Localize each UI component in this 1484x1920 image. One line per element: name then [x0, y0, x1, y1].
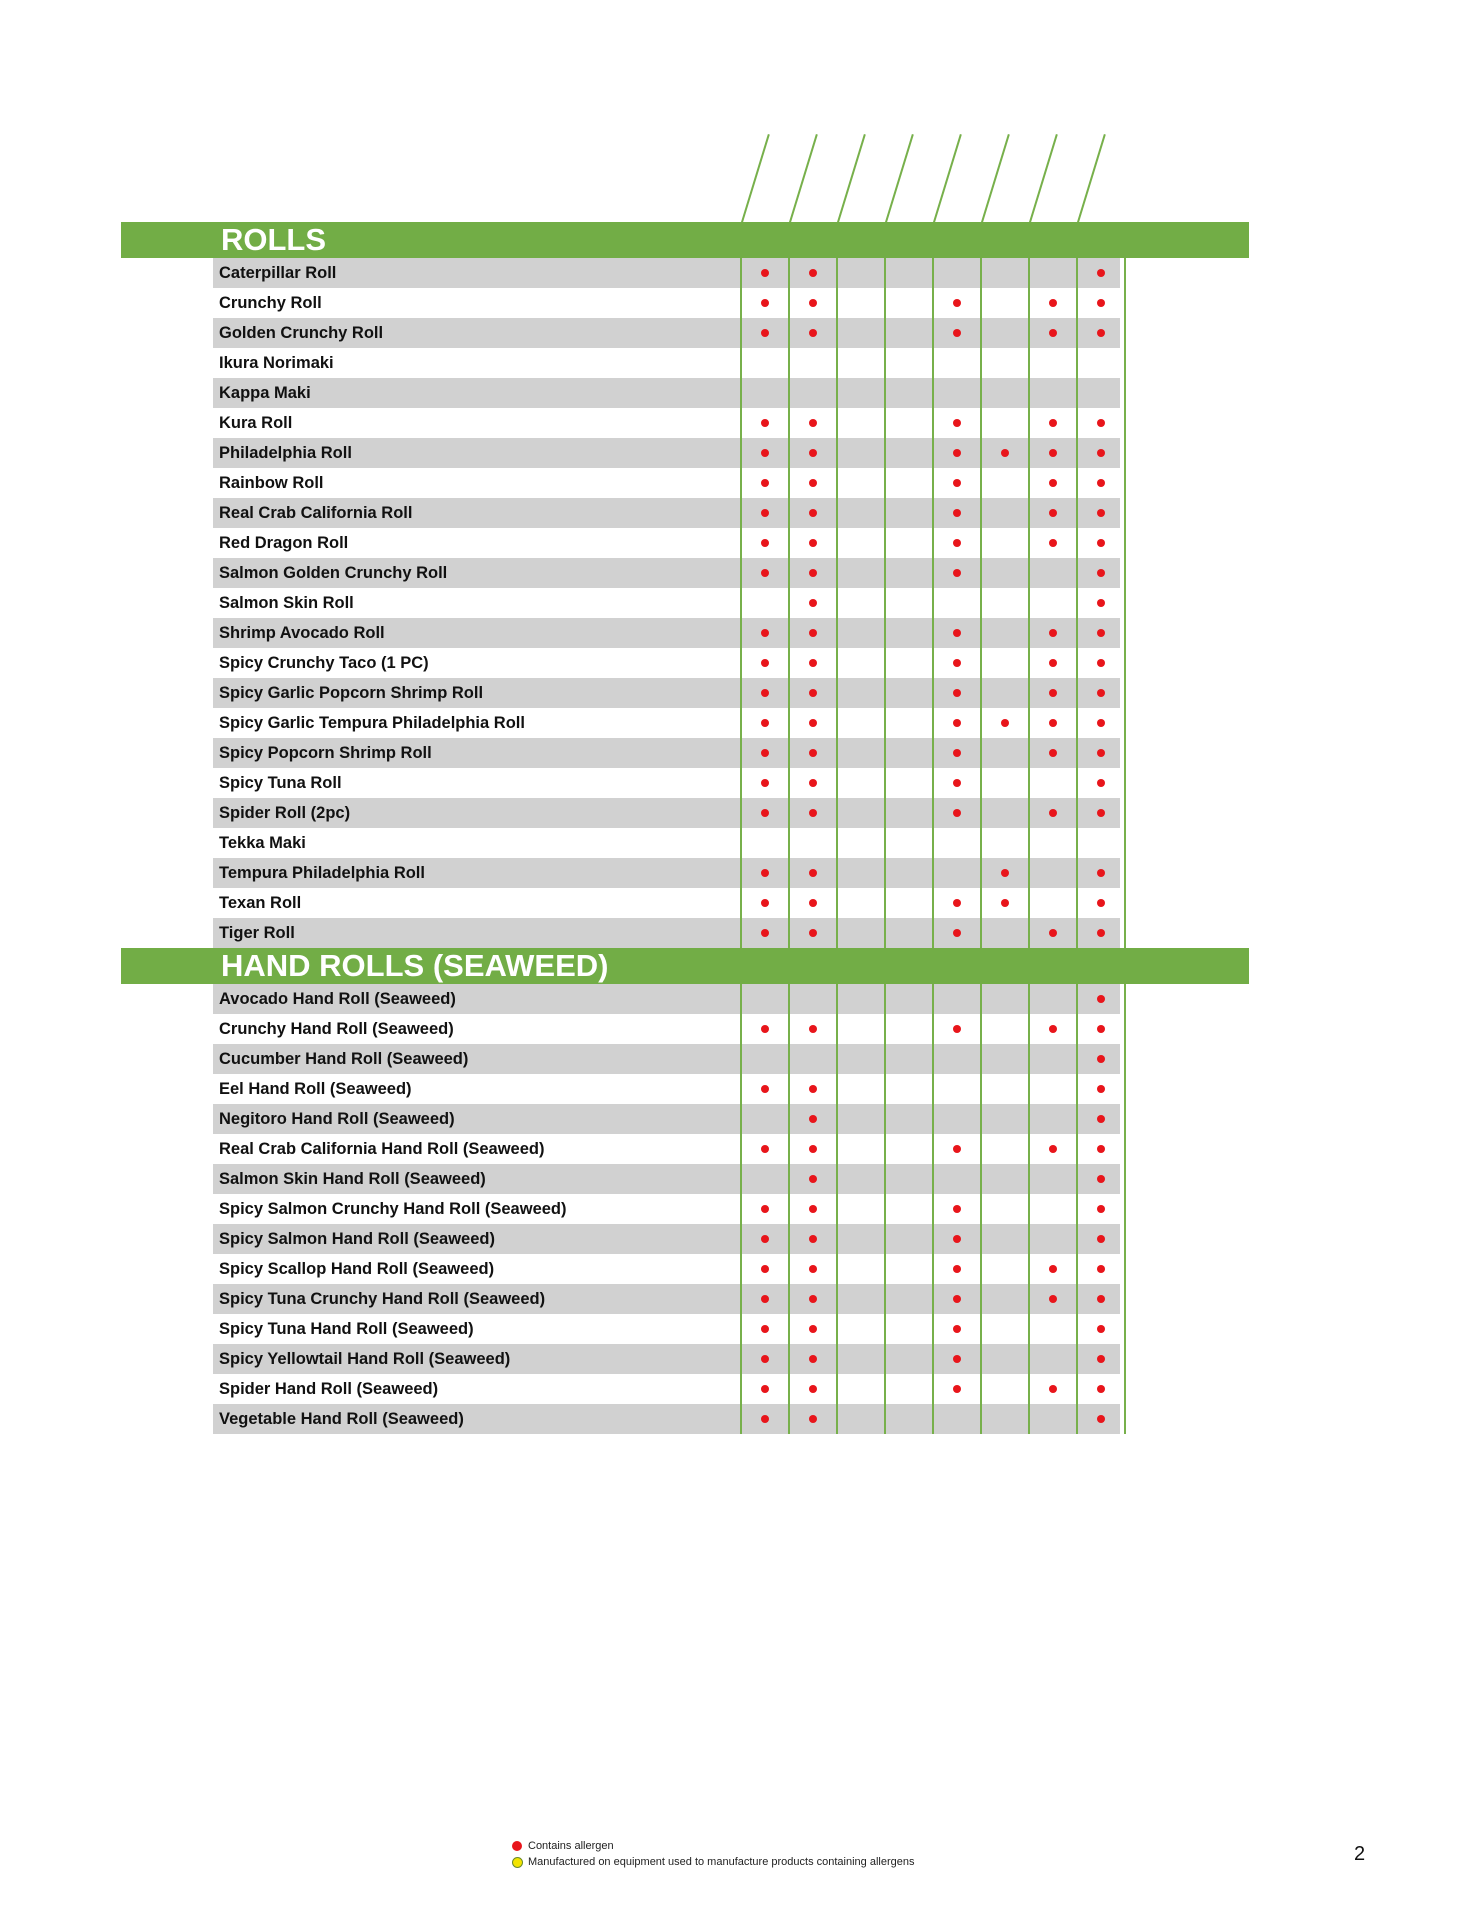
contains-allergen-dot: [1001, 869, 1009, 877]
column-divider-line: [980, 258, 982, 948]
contains-allergen-dot: [1049, 809, 1057, 817]
contains-allergen-dot: [809, 1415, 817, 1423]
menu-item-name: Spicy Garlic Tempura Philadelphia Roll: [219, 714, 525, 732]
contains-allergen-dot: [1049, 749, 1057, 757]
menu-item-name: Kura Roll: [219, 414, 293, 432]
contains-allergen-dot: [761, 1205, 769, 1213]
contains-allergen-dot: [1097, 749, 1105, 757]
column-divider-line: [740, 258, 742, 948]
contains-allergen-dot: [809, 1325, 817, 1333]
menu-item-name: Texan Roll: [219, 894, 302, 912]
contains-allergen-dot: [1097, 1235, 1105, 1243]
contains-allergen-dot: [1097, 419, 1105, 427]
contains-allergen-dot: [809, 599, 817, 607]
contains-allergen-dot: [809, 269, 817, 277]
contains-allergen-dot: [953, 1295, 961, 1303]
menu-item-name: Tiger Roll: [219, 924, 295, 942]
contains-allergen-dot: [1049, 1265, 1057, 1273]
column-divider-line: [788, 258, 790, 948]
contains-allergen-dot: [809, 329, 817, 337]
contains-allergen-dot: [1049, 929, 1057, 937]
menu-item-name: Vegetable Hand Roll (Seaweed): [219, 1410, 464, 1428]
contains-allergen-dot: [761, 569, 769, 577]
contains-allergen-dot: [1097, 1295, 1105, 1303]
column-divider-line: [932, 258, 934, 948]
menu-item-name: Spicy Crunchy Taco (1 PC): [219, 654, 429, 672]
table-row: [213, 318, 1120, 348]
section-header-bar: [121, 948, 1249, 984]
allergen-column-header: [0, 0, 1484, 222]
contains-allergen-dot: [809, 809, 817, 817]
contains-allergen-dot: [1049, 719, 1057, 727]
contains-allergen-dot: [809, 509, 817, 517]
table-row: [213, 288, 1120, 318]
column-divider-line: [1076, 984, 1078, 1434]
contains-allergen-dot: [1097, 929, 1105, 937]
contains-allergen-dot: [761, 1295, 769, 1303]
menu-item-name: Crunchy Roll: [219, 294, 322, 312]
contains-allergen-dot: [761, 929, 769, 937]
contains-allergen-dot: [953, 779, 961, 787]
contains-allergen-dot: [953, 1355, 961, 1363]
menu-item-name: Salmon Skin Hand Roll (Seaweed): [219, 1170, 486, 1188]
contains-allergen-dot: [1097, 599, 1105, 607]
contains-allergen-dot: [1049, 659, 1057, 667]
contains-allergen-dot: [809, 899, 817, 907]
table-row: [213, 528, 1120, 558]
menu-item-name: Spider Roll (2pc): [219, 804, 351, 822]
contains-allergen-dot: [761, 1025, 769, 1033]
contains-allergen-dot: [953, 1145, 961, 1153]
contains-allergen-dot: [1049, 449, 1057, 457]
contains-allergen-dot: [1097, 1115, 1105, 1123]
contains-allergen-dot: [953, 479, 961, 487]
contains-allergen-dot: [953, 899, 961, 907]
legend-item-contains: [512, 1838, 914, 1854]
menu-item-name: Caterpillar Roll: [219, 264, 337, 282]
contains-allergen-dot: [809, 689, 817, 697]
menu-item-name: Spicy Yellowtail Hand Roll (Seaweed): [219, 1350, 511, 1368]
table-row: [213, 1194, 1120, 1224]
contains-allergen-dot: [761, 869, 769, 877]
red-dot-icon: [512, 1841, 522, 1851]
contains-allergen-dot: [1097, 809, 1105, 817]
column-divider-line: [1028, 258, 1030, 948]
contains-allergen-dot: [1049, 539, 1057, 547]
contains-allergen-dot: [953, 1385, 961, 1393]
menu-item-name: Shrimp Avocado Roll: [219, 624, 385, 642]
contains-allergen-dot: [809, 1025, 817, 1033]
legend-equipment-label: Manufactured on equipment used to manufacture products containing allergens: [528, 1856, 915, 1868]
table-row: [213, 1344, 1120, 1374]
contains-allergen-dot: [1097, 1085, 1105, 1093]
column-divider-diagonal: [837, 134, 866, 223]
contains-allergen-dot: [1097, 449, 1105, 457]
contains-allergen-dot: [953, 299, 961, 307]
contains-allergen-dot: [1097, 269, 1105, 277]
menu-item-name: Red Dragon Roll: [219, 534, 349, 552]
contains-allergen-dot: [761, 1385, 769, 1393]
contains-allergen-dot: [1049, 509, 1057, 517]
column-divider-line: [836, 258, 838, 948]
menu-item-name: Tempura Philadelphia Roll: [219, 864, 425, 882]
contains-allergen-dot: [1097, 779, 1105, 787]
legend-contains-label: Contains allergen: [528, 1840, 614, 1852]
contains-allergen-dot: [761, 1265, 769, 1273]
contains-allergen-dot: [809, 479, 817, 487]
menu-item-name: Avocado Hand Roll (Seaweed): [219, 990, 456, 1008]
table-row: [213, 438, 1120, 468]
column-divider-diagonal: [1077, 134, 1106, 223]
menu-item-name: Ikura Norimaki: [219, 354, 334, 372]
contains-allergen-dot: [809, 749, 817, 757]
contains-allergen-dot: [953, 569, 961, 577]
table-row: [213, 468, 1120, 498]
column-divider-diagonal: [933, 134, 962, 223]
table-row: [213, 558, 1120, 588]
contains-allergen-dot: [1097, 869, 1105, 877]
contains-allergen-dot: [953, 1265, 961, 1273]
column-divider-diagonal: [981, 134, 1010, 223]
contains-allergen-dot: [809, 719, 817, 727]
contains-allergen-dot: [761, 449, 769, 457]
legend: [512, 1838, 914, 1870]
contains-allergen-dot: [761, 329, 769, 337]
contains-allergen-dot: [1097, 1145, 1105, 1153]
menu-item-name: Real Crab California Hand Roll (Seaweed): [219, 1140, 545, 1158]
section-title: ROLLS: [221, 222, 327, 257]
menu-item-name: Salmon Skin Roll: [219, 594, 354, 612]
contains-allergen-dot: [1097, 1025, 1105, 1033]
contains-allergen-dot: [761, 539, 769, 547]
table-row: [213, 618, 1120, 648]
contains-allergen-dot: [1097, 719, 1105, 727]
yellow-dot-icon: [512, 1857, 523, 1868]
contains-allergen-dot: [809, 1235, 817, 1243]
table-row: [213, 1254, 1120, 1284]
contains-allergen-dot: [953, 659, 961, 667]
table-row: [213, 1224, 1120, 1254]
contains-allergen-dot: [953, 1235, 961, 1243]
menu-item-name: Spicy Garlic Popcorn Shrimp Roll: [219, 684, 484, 702]
column-divider-line: [1124, 984, 1126, 1434]
menu-item-name: Negitoro Hand Roll (Seaweed): [219, 1110, 455, 1128]
table-row: [213, 1134, 1120, 1164]
contains-allergen-dot: [953, 509, 961, 517]
contains-allergen-dot: [809, 1115, 817, 1123]
contains-allergen-dot: [809, 1265, 817, 1273]
table-row: [213, 1014, 1120, 1044]
menu-item-name: Crunchy Hand Roll (Seaweed): [219, 1020, 454, 1038]
contains-allergen-dot: [761, 1235, 769, 1243]
menu-item-name: Spicy Tuna Hand Roll (Seaweed): [219, 1320, 474, 1338]
column-divider-line: [836, 984, 838, 1434]
table-row: [213, 1314, 1120, 1344]
contains-allergen-dot: [761, 779, 769, 787]
menu-item-name: Spicy Tuna Roll: [219, 774, 342, 792]
contains-allergen-dot: [953, 1205, 961, 1213]
menu-item-name: Kappa Maki: [219, 384, 311, 402]
contains-allergen-dot: [809, 1295, 817, 1303]
contains-allergen-dot: [1001, 719, 1009, 727]
column-divider-line: [1028, 984, 1030, 1434]
table-row: [213, 858, 1120, 888]
contains-allergen-dot: [1049, 629, 1057, 637]
contains-allergen-dot: [1049, 479, 1057, 487]
section-header-bar: [121, 222, 1249, 258]
table-row: [213, 1284, 1120, 1314]
contains-allergen-dot: [953, 1025, 961, 1033]
contains-allergen-dot: [761, 749, 769, 757]
contains-allergen-dot: [809, 299, 817, 307]
table-row: [213, 498, 1120, 528]
column-divider-line: [788, 984, 790, 1434]
contains-allergen-dot: [1097, 899, 1105, 907]
contains-allergen-dot: [1049, 1295, 1057, 1303]
contains-allergen-dot: [1049, 689, 1057, 697]
contains-allergen-dot: [809, 779, 817, 787]
contains-allergen-dot: [761, 419, 769, 427]
contains-allergen-dot: [761, 1325, 769, 1333]
column-divider-diagonal: [1029, 134, 1058, 223]
contains-allergen-dot: [809, 449, 817, 457]
contains-allergen-dot: [761, 689, 769, 697]
menu-item-name: Spicy Popcorn Shrimp Roll: [219, 744, 432, 762]
contains-allergen-dot: [761, 719, 769, 727]
contains-allergen-dot: [953, 539, 961, 547]
contains-allergen-dot: [761, 1085, 769, 1093]
table-row: [213, 888, 1120, 918]
contains-allergen-dot: [761, 809, 769, 817]
table-row: [213, 984, 1120, 1014]
contains-allergen-dot: [761, 1355, 769, 1363]
table-row: [213, 378, 1120, 408]
menu-item-name: Golden Crunchy Roll: [219, 324, 384, 342]
column-divider-line: [932, 984, 934, 1434]
contains-allergen-dot: [761, 269, 769, 277]
contains-allergen-dot: [809, 1145, 817, 1153]
contains-allergen-dot: [953, 929, 961, 937]
contains-allergen-dot: [761, 479, 769, 487]
column-divider-line: [1076, 258, 1078, 948]
contains-allergen-dot: [809, 419, 817, 427]
table-row: [213, 588, 1120, 618]
column-divider-diagonal: [885, 134, 914, 223]
menu-item-name: Eel Hand Roll (Seaweed): [219, 1080, 412, 1098]
contains-allergen-dot: [1097, 299, 1105, 307]
contains-allergen-dot: [1097, 1355, 1105, 1363]
contains-allergen-dot: [1097, 479, 1105, 487]
contains-allergen-dot: [761, 299, 769, 307]
table-row: [213, 768, 1120, 798]
contains-allergen-dot: [1097, 629, 1105, 637]
contains-allergen-dot: [1097, 1415, 1105, 1423]
table-row: [213, 1104, 1120, 1134]
table-row: [213, 1074, 1120, 1104]
contains-allergen-dot: [1049, 419, 1057, 427]
column-divider-diagonal: [789, 134, 818, 223]
contains-allergen-dot: [761, 1145, 769, 1153]
contains-allergen-dot: [809, 539, 817, 547]
column-divider-line: [884, 984, 886, 1434]
contains-allergen-dot: [953, 449, 961, 457]
contains-allergen-dot: [953, 749, 961, 757]
section-title: HAND ROLLS (SEAWEED): [221, 948, 609, 983]
column-divider-line: [1124, 258, 1126, 948]
menu-item-name: Tekka Maki: [219, 834, 306, 852]
contains-allergen-dot: [761, 509, 769, 517]
contains-allergen-dot: [1097, 1265, 1105, 1273]
menu-item-name: Real Crab California Roll: [219, 504, 413, 522]
contains-allergen-dot: [1097, 569, 1105, 577]
contains-allergen-dot: [1049, 329, 1057, 337]
contains-allergen-dot: [1049, 1385, 1057, 1393]
menu-item-name: Cucumber Hand Roll (Seaweed): [219, 1050, 469, 1068]
contains-allergen-dot: [1097, 659, 1105, 667]
contains-allergen-dot: [953, 1325, 961, 1333]
page-number: 2: [1354, 1843, 1366, 1865]
contains-allergen-dot: [809, 1385, 817, 1393]
column-divider-line: [740, 984, 742, 1434]
contains-allergen-dot: [809, 659, 817, 667]
table-row: [213, 1374, 1120, 1404]
table-row: [213, 708, 1120, 738]
contains-allergen-dot: [1097, 1385, 1105, 1393]
contains-allergen-dot: [809, 1175, 817, 1183]
contains-allergen-dot: [953, 629, 961, 637]
table-row: [213, 678, 1120, 708]
table-row: [213, 348, 1120, 378]
contains-allergen-dot: [809, 569, 817, 577]
contains-allergen-dot: [809, 1205, 817, 1213]
contains-allergen-dot: [809, 929, 817, 937]
menu-item-name: Rainbow Roll: [219, 474, 324, 492]
contains-allergen-dot: [1097, 689, 1105, 697]
table-row: [213, 1044, 1120, 1074]
contains-allergen-dot: [1049, 299, 1057, 307]
contains-allergen-dot: [761, 629, 769, 637]
menu-item-name: Spider Hand Roll (Seaweed): [219, 1380, 439, 1398]
contains-allergen-dot: [761, 1415, 769, 1423]
table-row: [213, 1404, 1120, 1434]
contains-allergen-dot: [1049, 1025, 1057, 1033]
contains-allergen-dot: [1001, 899, 1009, 907]
contains-allergen-dot: [1049, 1145, 1057, 1153]
table-row: [213, 1164, 1120, 1194]
contains-allergen-dot: [809, 1085, 817, 1093]
contains-allergen-dot: [1097, 329, 1105, 337]
contains-allergen-dot: [1097, 539, 1105, 547]
menu-item-name: Spicy Salmon Hand Roll (Seaweed): [219, 1230, 495, 1248]
table-row: [213, 648, 1120, 678]
column-divider-diagonal: [741, 134, 770, 223]
table-row: [213, 258, 1120, 288]
contains-allergen-dot: [953, 719, 961, 727]
menu-item-name: Spicy Salmon Crunchy Hand Roll (Seaweed): [219, 1200, 567, 1218]
contains-allergen-dot: [1097, 509, 1105, 517]
table-row: [213, 798, 1120, 828]
contains-allergen-dot: [1097, 1325, 1105, 1333]
contains-allergen-dot: [1001, 449, 1009, 457]
contains-allergen-dot: [809, 629, 817, 637]
contains-allergen-dot: [953, 329, 961, 337]
column-divider-line: [884, 258, 886, 948]
column-divider-line: [980, 984, 982, 1434]
table-row: [213, 918, 1120, 948]
contains-allergen-dot: [953, 809, 961, 817]
menu-item-name: Salmon Golden Crunchy Roll: [219, 564, 448, 582]
menu-item-name: Spicy Tuna Crunchy Hand Roll (Seaweed): [219, 1290, 546, 1308]
table-row: [213, 408, 1120, 438]
menu-item-name: Philadelphia Roll: [219, 444, 352, 462]
contains-allergen-dot: [1097, 1175, 1105, 1183]
contains-allergen-dot: [809, 869, 817, 877]
table-row: [213, 828, 1120, 858]
contains-allergen-dot: [809, 1355, 817, 1363]
table-row: [213, 738, 1120, 768]
legend-item-equipment: [512, 1854, 914, 1870]
contains-allergen-dot: [1097, 1205, 1105, 1213]
contains-allergen-dot: [1097, 995, 1105, 1003]
menu-item-name: Spicy Scallop Hand Roll (Seaweed): [219, 1260, 495, 1278]
contains-allergen-dot: [761, 659, 769, 667]
contains-allergen-dot: [953, 419, 961, 427]
contains-allergen-dot: [761, 899, 769, 907]
contains-allergen-dot: [1097, 1055, 1105, 1063]
contains-allergen-dot: [953, 689, 961, 697]
